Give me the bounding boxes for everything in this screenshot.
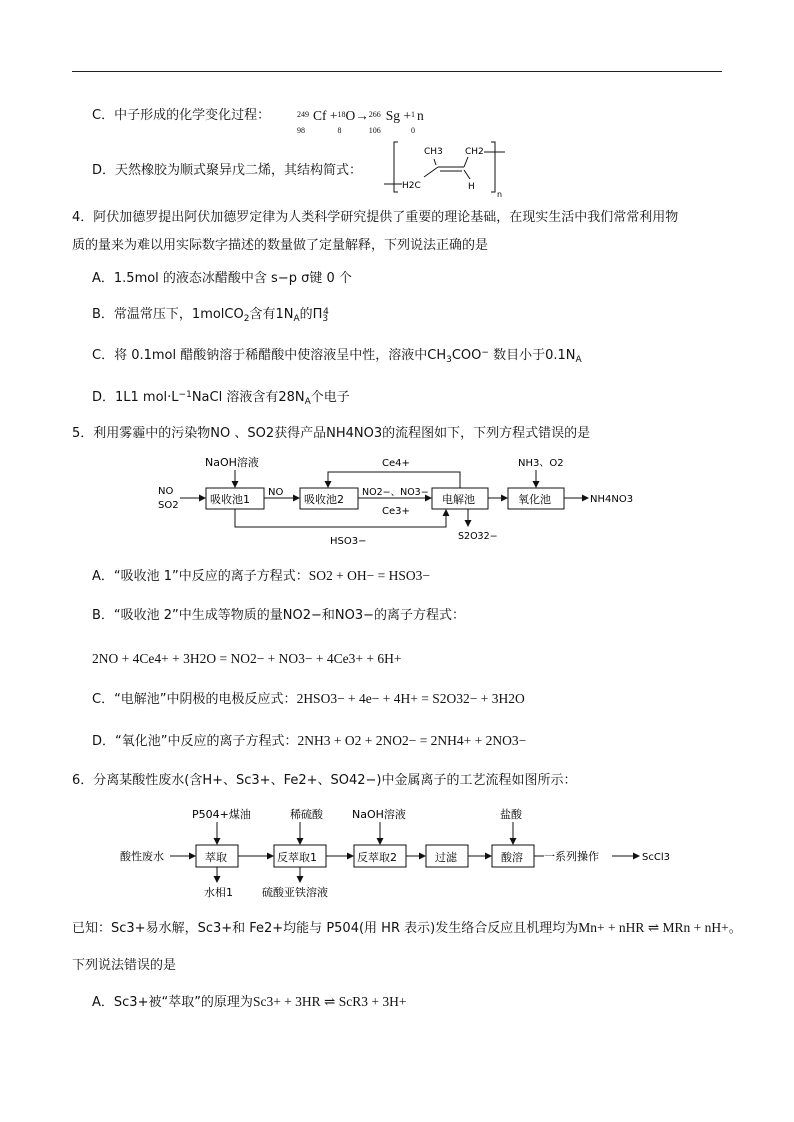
header-rule (72, 71, 722, 72)
q6-known-text: 已知：Sc3+易水解，Sc3+和 Fe2+均能与 P504(用 HR 表示)发生络合反应且机理均为 (72, 921, 579, 936)
o-number: 8 (337, 125, 342, 135)
nh3-o2-label: NH3、O2 (518, 458, 564, 469)
water-phase-label: 水相1 (204, 886, 233, 899)
q6-option-a (92, 993, 406, 1012)
q5-c-equation: 2HSO3− + 4e− + 4H+ = S2O32− + 3H2O (296, 691, 525, 706)
ch3-label: CH3 (424, 147, 443, 157)
fe-sulfate-label: 硫酸亚铁溶液 (262, 886, 328, 899)
q3-option-c (92, 107, 270, 125)
q4-c-text-2: COO (451, 348, 482, 363)
bond-h (464, 170, 470, 179)
cf-symbol: Cf (313, 108, 327, 123)
q5-a-equation: SO2 + OH− = HSO3− (308, 568, 430, 583)
n-mass: 1 (411, 109, 416, 119)
q3-d-label: D．天然橡胶为顺式聚异戊二烯，其结构简式： (92, 163, 363, 178)
q6-a-equation: Sc3+ + 3HR ⇌ ScR3 + 3H+ (252, 994, 407, 1009)
bond-h2c-c (424, 167, 438, 177)
polyisoprene-structure (380, 137, 520, 199)
series-operations-label: 一系列操作 (544, 850, 599, 863)
bond-ch2 (464, 157, 468, 167)
q5-option-d (92, 732, 526, 751)
s2o3-label: S2O32− (458, 531, 498, 542)
o-symbol: O (345, 108, 356, 123)
q4-b-text-1: B．常温常压下，1molCO (92, 307, 244, 322)
q6-known (72, 919, 742, 938)
q5-d-equation: 2NH3 + O2 + 2NO2− = 2NH4+ + 2NO3− (297, 733, 527, 748)
hso3-loop-arrow (235, 509, 446, 527)
sg-mass: 266 (368, 109, 381, 119)
q4-c-text-1: C．将 0.1mol 醋酸钠溶于稀醋酸中使溶液呈中性，溶液中CH (92, 348, 447, 363)
q5-stem: 5．利用雾霾中的污染物NO 、SO2获得产品NH4NO3的流程图如下，下列方程式错误的是 (72, 426, 591, 441)
absorber2-label: 吸收池2 (304, 493, 344, 506)
n-number: 0 (411, 125, 416, 135)
hso3-label: HSO3− (330, 536, 367, 547)
no-input-label: NO (158, 486, 174, 497)
q3-c-equation: 249 98 Cf + 18 8 O→ 266 106 Sg + 1 0 n (297, 108, 424, 135)
q4-option-d: D．1L1 $mol\cdot L^{-1}NaCl$ 溶液含有$28N_A$个电子 (92, 389, 350, 408)
q5-option-a (92, 567, 430, 586)
nh4no3-product-label: NH4NO3 (590, 494, 634, 505)
q3-c-label: C．中子形成的化学变化过程： (92, 108, 271, 123)
q5-c-label: C．“电解池”中阴极的电极反应式： (92, 692, 297, 707)
q5-option-b: B．“吸收池 2”中生成等物质的量NO2−和NO3−的离子方程式： (92, 608, 466, 623)
q5-flow-diagram (150, 452, 650, 552)
back-extract1-label: 反萃取1 (277, 851, 317, 864)
h-label: H (468, 182, 475, 192)
q4-option-b: B．常温常压下，1molCO$_2$含有$1N_A$的$\Pi_3^4$ (92, 306, 329, 325)
q4-stem-line2: 质的量来为难以用实际数字描述的数量做了定量解释，下列说法正确的是 (72, 238, 489, 253)
ce4-label: Ce4+ (382, 458, 410, 469)
sccl3-product-label: ScCl3 (642, 852, 670, 863)
p504-label: P504+煤油 (192, 808, 251, 821)
electrolysis-label: 电解池 (442, 493, 475, 506)
q6-flow-diagram (112, 800, 672, 900)
sg-symbol: Sg (385, 108, 401, 123)
cf-mass: 249 (297, 109, 309, 119)
q4-option-c: C．将 0.1mol 醋酸钠溶于稀醋酸中使溶液呈中性，溶液中$CH_3COO^-$ 数目小于$0.1N_A$ (92, 347, 582, 366)
ce3-label: Ce3+ (382, 506, 410, 517)
q6-ask: 下列说法错误的是 (72, 958, 177, 973)
hcl-label: 盐酸 (500, 808, 522, 821)
n-subscript: n (497, 190, 503, 199)
q4-b-text-3: 的Π (299, 307, 323, 322)
q4-option-a: A．1.5mol 的液态冰醋酸中含 s−p σ键 0 个 (92, 271, 352, 286)
ch2-label: CH2 (465, 147, 484, 157)
so2-input-label: SO2 (158, 500, 179, 511)
q5-d-label: D．“氧化池”中反应的离子方程式： (92, 734, 298, 749)
acid-dissolve-label: 酸溶 (501, 851, 523, 864)
q4-stem-line1: 4．阿伏加德罗提出阿伏加德罗定律为人类科学研究提供了重要的理论基础，在现实生活中我们常常利用物 (72, 210, 679, 225)
q6-stem: 6．分离某酸性废水(含H+、Sc3+、Fe2+、SO42−)中金属离子的工艺流程如图所示： (72, 773, 577, 788)
h2c-label: H2C (402, 181, 421, 191)
q4-c-text-3: 数目小于0.1N (488, 348, 576, 363)
q5-a-label: A．“吸收池 1”中反应的离子方程式： (92, 569, 309, 584)
q5-b-equation: 2NO + 4Ce4+ + 3H2O = NO2− + NO3− + 4Ce3+ + 6H+ (92, 651, 402, 666)
back-extract2-label: 反萃取2 (357, 851, 397, 864)
o-mass: 18 (337, 109, 346, 119)
q4-d-text-3: 个电子 (310, 390, 350, 405)
naoh-label: NaOH溶液 (205, 456, 259, 469)
q6-a-label: A．Sc3+被“萃取”的原理为 (92, 995, 253, 1010)
q6-known-equation: Mn+ + nHR ⇌ MRn + nH+ (578, 920, 729, 935)
ce4-loop-arrow (328, 472, 460, 488)
filter-label: 过滤 (435, 851, 457, 864)
q6-naoh-label: NaOH溶液 (352, 808, 406, 821)
acid-waste-label: 酸性废水 (120, 850, 164, 863)
q4-b-text-2: 含有1N (249, 307, 294, 322)
q4-d-text-2: NaCl 溶液含有28N (191, 390, 305, 405)
absorber1-label: 吸收池1 (210, 493, 250, 506)
oxidation-label: 氧化池 (518, 493, 551, 506)
sg-number: 106 (368, 125, 381, 135)
q3-option-d (92, 162, 362, 180)
n-symbol: n (417, 108, 424, 123)
q6-known-end: 。 (728, 921, 742, 936)
q4-d-text-1: D．1L1 mol·L (92, 390, 179, 405)
cf-number: 98 (297, 125, 305, 135)
no-mid-label: NO (268, 487, 284, 498)
q5-option-c (92, 690, 525, 709)
no2-no3-label: NO2−、NO3− (362, 487, 429, 498)
right-bracket-icon (491, 142, 495, 192)
extraction-label: 萃取 (205, 851, 227, 864)
bond-ch3 (434, 159, 436, 165)
dilute-sulfuric-label: 稀硫酸 (290, 808, 323, 821)
